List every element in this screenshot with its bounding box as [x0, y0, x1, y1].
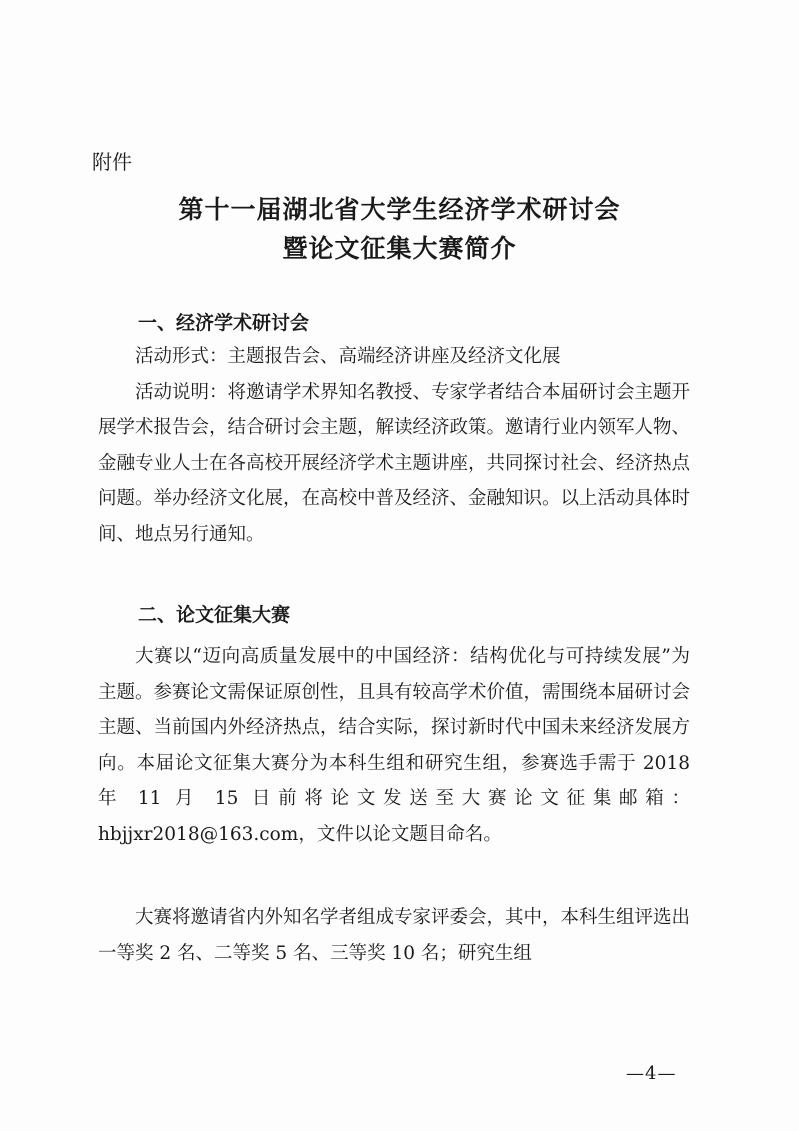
- section1-body: [98, 339, 690, 552]
- section1-heading: 一、经济学术研讨会: [138, 312, 310, 334]
- document-title-line2: 暨论文征集大赛简介: [282, 234, 517, 263]
- section1-activity-description: 活动说明：将邀请学术界知名教授、专家学者结合本届研讨会主题开展学术报告会，结合研讨会主题，解读经济政策。邀请行业内领军人物、金融专业人士在各高校开展经济学术主题讲座，共同探讨社会、经济热点问题。举办经济文化展，在高校中普及经济、金融知识。以上活动具体时间、地点另行通知。: [98, 381, 691, 545]
- attachment-label: 附件: [92, 150, 132, 174]
- section2-contest-theme: 大赛以“迈向高质量发展中的中国经济：结构优化与可持续发展”为主题。参赛论文需保证原创性，且具有较高学术价值，需围绕本届研讨会主题、当前国内外经济热点，结合实际，探讨新时代中国未来经济发展方向。本届论文征集大赛分为本科生组和研究生组，参赛选手需于 2018 年 11 月 15 日前将论文发送至大赛论文征集邮箱：hbjjxr2018@163.com，文件以论文题目命名。: [98, 646, 691, 845]
- section2-judging-info: 大赛将邀请省内外知名学者组成专家评委会，其中，本科生组评选出一等奖 2 名、二等奖 5 名、三等奖 10 名；研究生组: [98, 907, 691, 964]
- section2-body: [98, 639, 690, 852]
- section2-heading: 二、论文征集大赛: [138, 604, 291, 626]
- page-number: —4—: [626, 1063, 677, 1084]
- section2-body-continued: [98, 900, 690, 971]
- section1-activity-format: 活动形式：主题报告会、高端经济讲座及经济文化展: [135, 346, 561, 367]
- document-title-line1: 第十一届湖北省大学生经济学术研讨会: [178, 195, 621, 224]
